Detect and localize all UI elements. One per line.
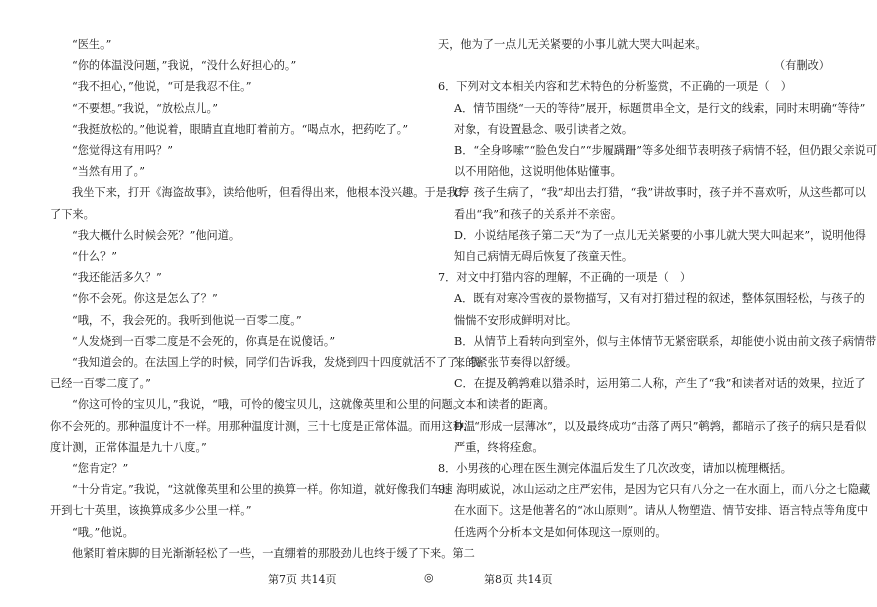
left-page-text bbox=[50, 34, 481, 564]
right-page-text-line: 任选两个分析本文是如何体现这一原则的。 bbox=[454, 525, 667, 539]
right-page-text-line: 7．对文中打猎内容的理解，不正确的一项是（ ） bbox=[438, 271, 692, 285]
left-page-text-line: “我知道会的。在法国上学的时候，同学们告诉我，发烧到四十四度就活不了了。我 bbox=[72, 356, 481, 370]
left-page-text-line: “十分肯定。”我说，“这就像英里和公里的换算一样。你知道，就好像我们车速 bbox=[72, 483, 453, 497]
right-page-text-line: 文本和读者的距离。 bbox=[454, 398, 555, 412]
binding-mark-icon: ◎ bbox=[424, 571, 434, 584]
left-page-text-line: “你的体温没问题，”我说，“没什么好担心的。” bbox=[72, 59, 297, 73]
right-page-text-line: D．小说结尾孩子第二天“为了一点儿无关紧要的小事儿就大哭大叫起来”，说明他得 bbox=[454, 228, 866, 242]
right-page-text-line: 6．下列对文本相关内容和艺术特色的分析鉴赏，不正确的一项是（ ） bbox=[438, 80, 792, 94]
left-page-text-line: “你这可怜的宝贝儿，”我说，“哦，可怜的傻宝贝儿，这就像英里和公里的问题。 bbox=[72, 398, 464, 412]
right-page-text-line: 8．小男孩的心理在医生测完体温后发生了几次改变，请加以梳理概括。 bbox=[438, 462, 792, 476]
left-page-text-line: “我不担心，”他说，“可是我忍不住。” bbox=[72, 80, 252, 94]
right-page-text-line: 来的紧张节奏得以舒缓。 bbox=[454, 356, 578, 370]
right-page-text-line: C．在提及鹌鹑难以猎杀时，运用第二人称，产生了“我”和读者对话的效果，拉近了 bbox=[454, 377, 866, 391]
right-page-text-line: 看出“我”和孩子的关系并不亲密。 bbox=[454, 207, 623, 221]
right-page-number: 第8页 共14页 bbox=[484, 573, 553, 586]
right-page-text-line: 严重，终将痊愈。 bbox=[454, 440, 544, 454]
right-page bbox=[430, 0, 877, 607]
right-page-text-line: 对象，有设置悬念、吸引读者之效。 bbox=[454, 122, 634, 136]
left-page-text-line: 已经一百零二度了。” bbox=[50, 377, 151, 391]
left-page-text-line: 他紧盯着床脚的目光渐渐轻松了一些，一直绷着的那股劲儿也终于缓了下来。第二 bbox=[72, 546, 475, 560]
right-page-text bbox=[438, 34, 877, 543]
right-page-text-line: B．从情节上看转向到室外，似与主体情节无紧密联系，却能使小说由前文孩子病情带 bbox=[454, 334, 877, 348]
left-page-number: 第7页 共14页 bbox=[268, 573, 337, 586]
left-page-text-line: 我坐下来，打开《海盗故事》，读给他听，但看得出来，他根本没兴趣。于是我停 bbox=[72, 186, 470, 200]
left-page-text-line: “人发烧到一百零二度是不会死的，你真是在说傻话。” bbox=[72, 334, 336, 348]
left-page-text-line: “你不会死。你这是怎么了？” bbox=[72, 292, 218, 306]
right-page-text-line: A．既有对寒冷雪夜的景物描写，又有对打猎过程的叙述，整体氛围轻松，与孩子的 bbox=[454, 292, 865, 306]
left-page-text-line: 度计测，正常体温是九十八度。” bbox=[50, 440, 207, 454]
left-page-text-line: “医生。” bbox=[72, 38, 112, 51]
right-page-text-line: 以不用陪他，这说明他体贴懂事。 bbox=[454, 165, 622, 179]
right-page-text-line: 在水面下。这是他著名的“冰山原则”。请从人物塑造、情节安排、语言特点等角度中 bbox=[454, 504, 869, 518]
left-page-text-line: “我大概什么时候会死？”他问道。 bbox=[72, 228, 241, 242]
left-page-text-line: “当然有用了。” bbox=[72, 165, 145, 179]
right-page-text-line: A．情节围绕“一天的等待”展开，标题贯串全文，是行文的线索，同时末明确“等待” bbox=[454, 101, 866, 115]
right-page-text-line: B．“全身哆嗦”“脸色发白”“步履蹒跚”等多处细节表明孩子病情不轻，但仍跟父亲说可 bbox=[454, 144, 877, 158]
right-page-text-line: 9．海明威说，冰山运动之庄严宏伟，是因为它只有八分之一在水面上，而八分之七隐藏 bbox=[438, 483, 871, 497]
right-page-text-line: C．孩子生病了，“我”却出去打猎，“我”讲故事时，孩子并不喜欢听，从这些都可以 bbox=[454, 186, 866, 200]
right-page-text-line: 惴惴不安形成鲜明对比。 bbox=[454, 313, 578, 327]
right-page-text-line: （有删改） bbox=[774, 59, 830, 73]
left-page-text-line: “我挺放松的。”他说着，眼睛直直地盯着前方。“喝点水，把药吃了。” bbox=[72, 122, 409, 136]
left-page-text-line: 了下来。 bbox=[50, 207, 95, 221]
left-page-text-line: “我还能活多久？” bbox=[72, 271, 162, 285]
left-page-text-line: “哦，不，我会死的。我听到他说一百零二度。” bbox=[72, 313, 302, 327]
right-page-text-line: D．“形成一层薄冰”，以及最终成功“击落了两只”鹌鹑，都暗示了孩子的病只是看似 bbox=[454, 419, 867, 433]
left-page-text-line: “什么？” bbox=[72, 250, 118, 264]
left-page-text-line: 你不会死的。那种温度计不一样。用那种温度计测，三十七度是正常体温。而用这种温 bbox=[50, 419, 476, 433]
left-page-text-line: “不要想。”我说，“放松点儿。” bbox=[72, 101, 218, 115]
left-page-text-line: “您肯定？” bbox=[72, 462, 129, 476]
right-page-text-line: 天，他为了一点儿无关紧要的小事儿就大哭大叫起来。 bbox=[438, 38, 707, 51]
left-page-text-line: 开到七十英里，该换算成多少公里一样。” bbox=[50, 504, 252, 518]
left-page-text-line: “哦。”他说。 bbox=[72, 525, 134, 539]
right-page-text-line: 知自己病情无碍后恢复了孩童天性。 bbox=[454, 250, 634, 264]
left-page-text-line: “您觉得这有用吗？” bbox=[72, 144, 173, 158]
